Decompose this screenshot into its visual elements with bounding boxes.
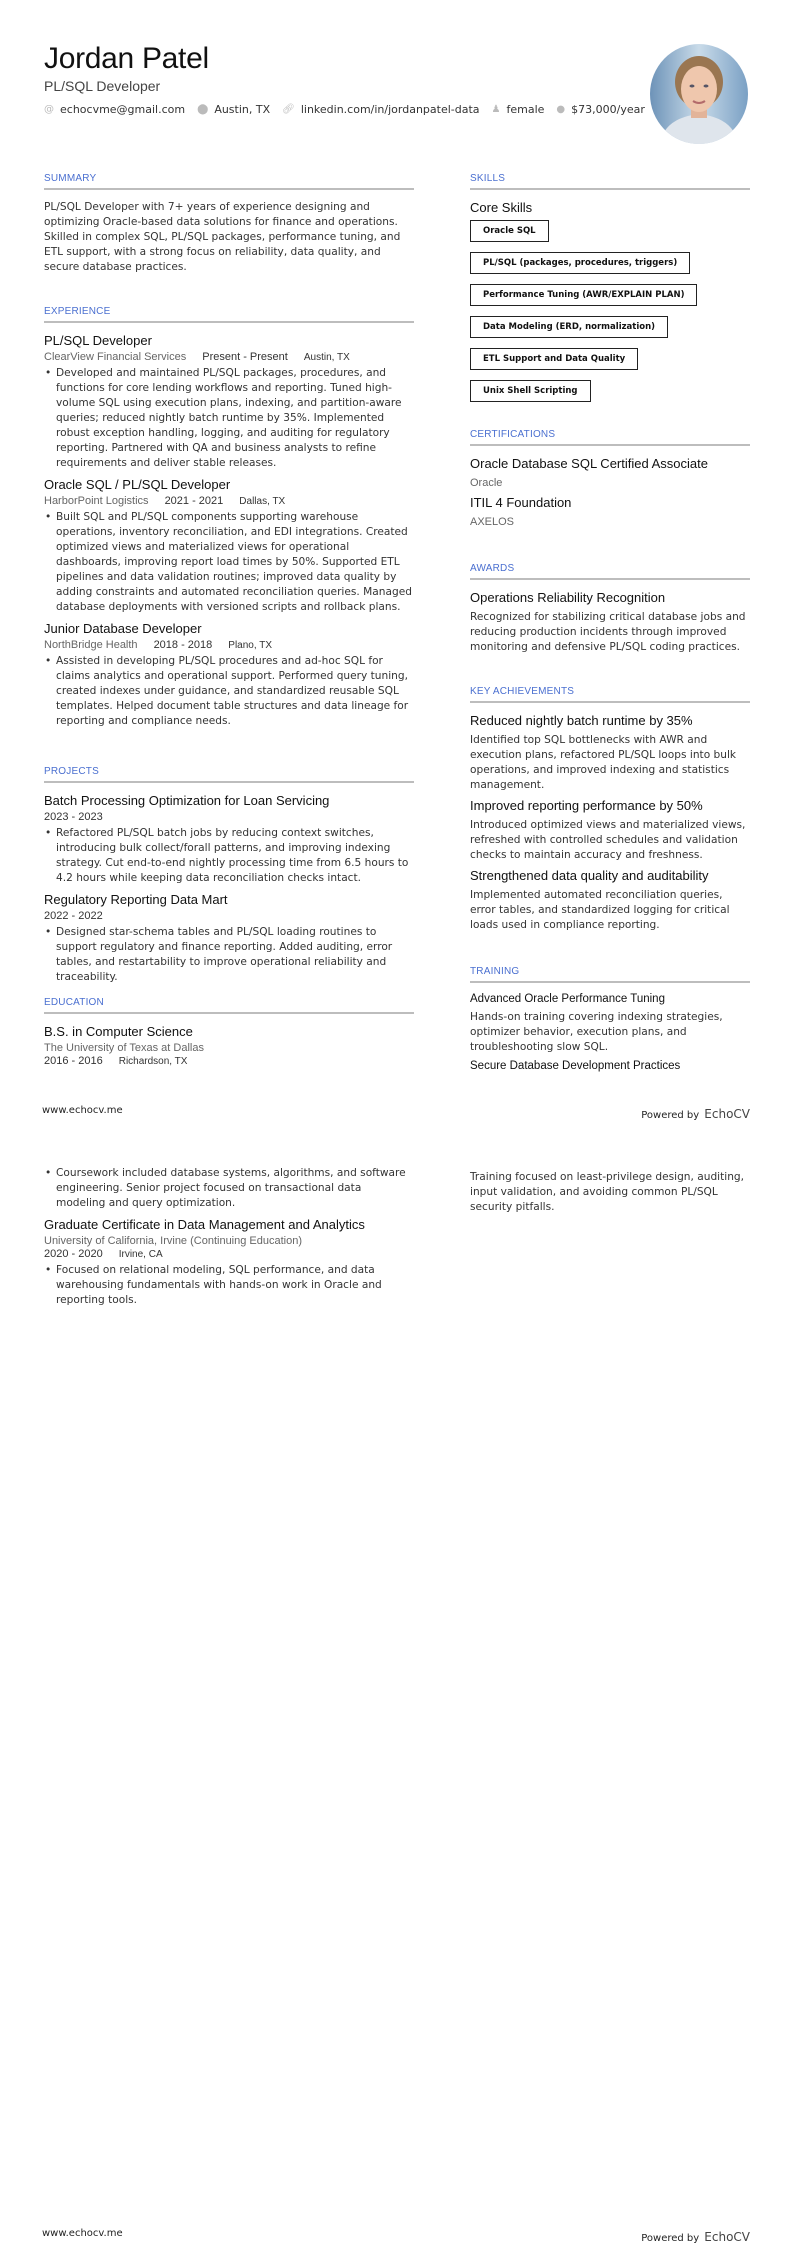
- skill-chip: Data Modeling (ERD, normalization): [470, 316, 668, 338]
- training-title: Secure Database Development Practices: [470, 1060, 681, 1072]
- company: ClearView Financial Services: [44, 351, 187, 363]
- location: Austin, TX: [303, 352, 350, 363]
- training-continued: [470, 1170, 750, 1215]
- bullet: • Focused on relational modeling, SQL performance, and data warehousing fundamentals with hands-on work in Oracle and reporting tools.: [44, 1263, 414, 1308]
- person-icon: ♟: [491, 104, 501, 115]
- brand-logo: EchoCV: [704, 1107, 750, 1121]
- section-heading: CERTIFICATIONS: [470, 429, 750, 446]
- achievement-text: Implemented automated reconciliation queries, error tables, and standardized logging for critical loads used in compliance reporting.: [470, 889, 730, 931]
- location: Plano, TX: [228, 640, 273, 651]
- section-heading: SKILLS: [470, 173, 750, 190]
- email[interactable]: echocvme@gmail.com: [60, 103, 186, 116]
- projects-section: [44, 766, 414, 991]
- project-title: Regulatory Reporting Data Mart: [44, 892, 228, 907]
- powered-by-label: Powered by: [641, 2233, 700, 2244]
- dates: 2018 - 2018: [153, 639, 213, 651]
- skill-group: Core Skills: [470, 200, 533, 215]
- company: HarborPoint Logistics: [44, 495, 149, 507]
- certifications-section: [470, 429, 750, 531]
- skill-chip: Performance Tuning (AWR/EXPLAIN PLAN): [470, 284, 697, 306]
- powered-by-label: Powered by: [641, 1110, 700, 1121]
- profile-photo: [650, 44, 748, 144]
- school: University of California, Irvine (Continuing Education): [44, 1235, 303, 1247]
- powered-by[interactable]: [641, 2226, 750, 2245]
- experience-section: [44, 306, 414, 735]
- achievement-title: Improved reporting performance by 50%: [470, 798, 703, 813]
- candidate-title: PL/SQL Developer: [44, 78, 161, 94]
- brand-logo: EchoCV: [704, 2230, 750, 2244]
- job-title: Junior Database Developer: [44, 621, 202, 636]
- section-heading: TRAINING: [470, 966, 750, 983]
- section-heading: AWARDS: [470, 563, 750, 580]
- cert-name: Oracle Database SQL Certified Associate: [470, 456, 708, 471]
- job-title: Oracle SQL / PL/SQL Developer: [44, 477, 231, 492]
- section-heading: KEY ACHIEVEMENTS: [470, 686, 750, 703]
- skills-section: [470, 173, 750, 412]
- summary-section: [44, 173, 414, 275]
- dates: 2020 - 2020: [44, 1248, 103, 1260]
- training-title: Advanced Oracle Performance Tuning: [470, 993, 665, 1005]
- training-text: Training focused on least-privilege design, auditing, input validation, and avoiding common PL/SQL security pitfalls.: [470, 1171, 745, 1213]
- dates: Present - Present: [202, 351, 288, 363]
- experience-item: [44, 621, 414, 729]
- location: Austin, TX: [214, 103, 271, 116]
- training-section: [470, 966, 750, 1075]
- contact-bar: [44, 103, 645, 116]
- dollar-icon: ●: [556, 104, 566, 115]
- section-heading: PROJECTS: [44, 766, 414, 783]
- skill-chip: Unix Shell Scripting: [470, 380, 591, 402]
- school: The University of Texas at Dallas: [44, 1042, 204, 1054]
- achievement-text: Introduced optimized views and materialized views, refreshed with controlled schedules and validation checks to maintain accuracy and freshness.: [470, 819, 746, 861]
- gender: female: [506, 103, 545, 116]
- job-title: PL/SQL Developer: [44, 333, 152, 348]
- degree: B.S. in Computer Science: [44, 1024, 193, 1039]
- footer-site-link[interactable]: www.echocv.me: [42, 2228, 123, 2239]
- location: Dallas, TX: [239, 496, 286, 507]
- skill-chip: PL/SQL (packages, procedures, triggers): [470, 252, 690, 274]
- location: Richardson, TX: [118, 1056, 188, 1067]
- link-icon: 🔗︎: [282, 104, 295, 115]
- achievements-section: [470, 686, 750, 933]
- at-icon: @: [44, 104, 54, 115]
- summary-text: PL/SQL Developer with 7+ years of experience designing and optimizing Oracle-based data solutions for finance and operations. Skilled in complex SQL, PL/SQL packages, performance tuning, and ETL support, with a strong focus on reliability, data quality, and secure database practices.: [44, 201, 401, 273]
- bullet: • Assisted in developing PL/SQL procedures and ad-hoc SQL for claims analytics and operational support. Performed query tuning, created indexes under guidance, and standardized reusable SQL templates. Helped document table structures and data lineage for reporting and compliance needs.: [44, 654, 414, 729]
- linkedin-link[interactable]: linkedin.com/in/jordanpatel-data: [300, 103, 480, 116]
- company: NorthBridge Health: [44, 639, 138, 651]
- cert-name: ITIL 4 Foundation: [470, 495, 572, 510]
- training-text: Hands-on training covering indexing strategies, optimizer behavior, execution plans, and troubleshooting slow SQL.: [470, 1011, 723, 1053]
- dates: 2023 - 2023: [44, 811, 103, 823]
- bullet: • Refactored PL/SQL batch jobs by reducing context switches, introducing bulk collect/forall patterns, and improving indexing strategy. Cut end-to-end nightly processing time from 6.5 hours to 4.2 hours while keeping data reconciliation checks intact.: [44, 826, 414, 886]
- location-pin-icon: ⬤: [197, 104, 209, 115]
- skill-chip: ETL Support and Data Quality: [470, 348, 638, 370]
- achievement-title: Reduced nightly batch runtime by 35%: [470, 713, 693, 728]
- award-title: Operations Reliability Recognition: [470, 590, 666, 605]
- bullet: • Developed and maintained PL/SQL packages, procedures, and functions for core lending workflows and reporting. Tuned high-volume SQL using execution plans, indexing, and partition-aware queries; reduced nightly batch runtime by 35%. Implemented robust exception handling, logging, and auditing for regulatory reporting. Partnered with QA and business analysts to refine requirements and deliver stable releases.: [44, 366, 414, 471]
- bullet: • Designed star-schema tables and PL/SQL loading routines to support regulatory and finance reporting. Added auditing, error tables, and restartability to improve operational reliability and traceability.: [44, 925, 414, 985]
- experience-item: [44, 477, 414, 615]
- experience-item: [44, 333, 414, 471]
- education-continued: [44, 1166, 414, 1314]
- bullet: • Built SQL and PL/SQL components supporting warehouse operations, inventory reconciliation, and EDI integrations. Created optimized views and materialized views for operational dashboards, improving report load times by 50%. Supported ETL pipelines and data validation routines; improved data quality by adding constraints and automated reconciliation queries. Managed database deployments with versioned scripts and rollback plans.: [44, 510, 414, 615]
- cert-issuer: Oracle: [470, 477, 503, 489]
- location: Irvine, CA: [118, 1249, 163, 1260]
- award-text: Recognized for stabilizing critical database jobs and reducing production incidents through improved monitoring and defensive PL/SQL coding practices.: [470, 611, 746, 653]
- degree: Graduate Certificate in Data Management and Analytics: [44, 1217, 365, 1232]
- awards-section: [470, 563, 750, 655]
- candidate-name: Jordan Patel: [44, 42, 209, 75]
- education-section: [44, 997, 414, 1070]
- salary: $73,000/year: [571, 103, 645, 116]
- dates: 2021 - 2021: [164, 495, 224, 507]
- section-heading: EDUCATION: [44, 997, 414, 1014]
- dates: 2016 - 2016: [44, 1055, 103, 1067]
- skill-chip: Oracle SQL: [470, 220, 549, 242]
- section-heading: SUMMARY: [44, 173, 414, 190]
- footer-site-link[interactable]: www.echocv.me: [42, 1105, 123, 1116]
- dates: 2022 - 2022: [44, 910, 103, 922]
- cert-issuer: AXELOS: [470, 516, 515, 528]
- bullet: • Coursework included database systems, algorithms, and software engineering. Senior project focused on transactional data modeling and query optimization.: [44, 1166, 414, 1211]
- achievement-text: Identified top SQL bottlenecks with AWR and execution plans, refactored PL/SQL loops into bulk operations, and improved indexing and statistics management.: [470, 734, 737, 791]
- section-heading: EXPERIENCE: [44, 306, 414, 323]
- project-title: Batch Processing Optimization for Loan Servicing: [44, 793, 330, 808]
- achievement-title: Strengthened data quality and auditability: [470, 868, 709, 883]
- powered-by[interactable]: [641, 1103, 750, 1122]
